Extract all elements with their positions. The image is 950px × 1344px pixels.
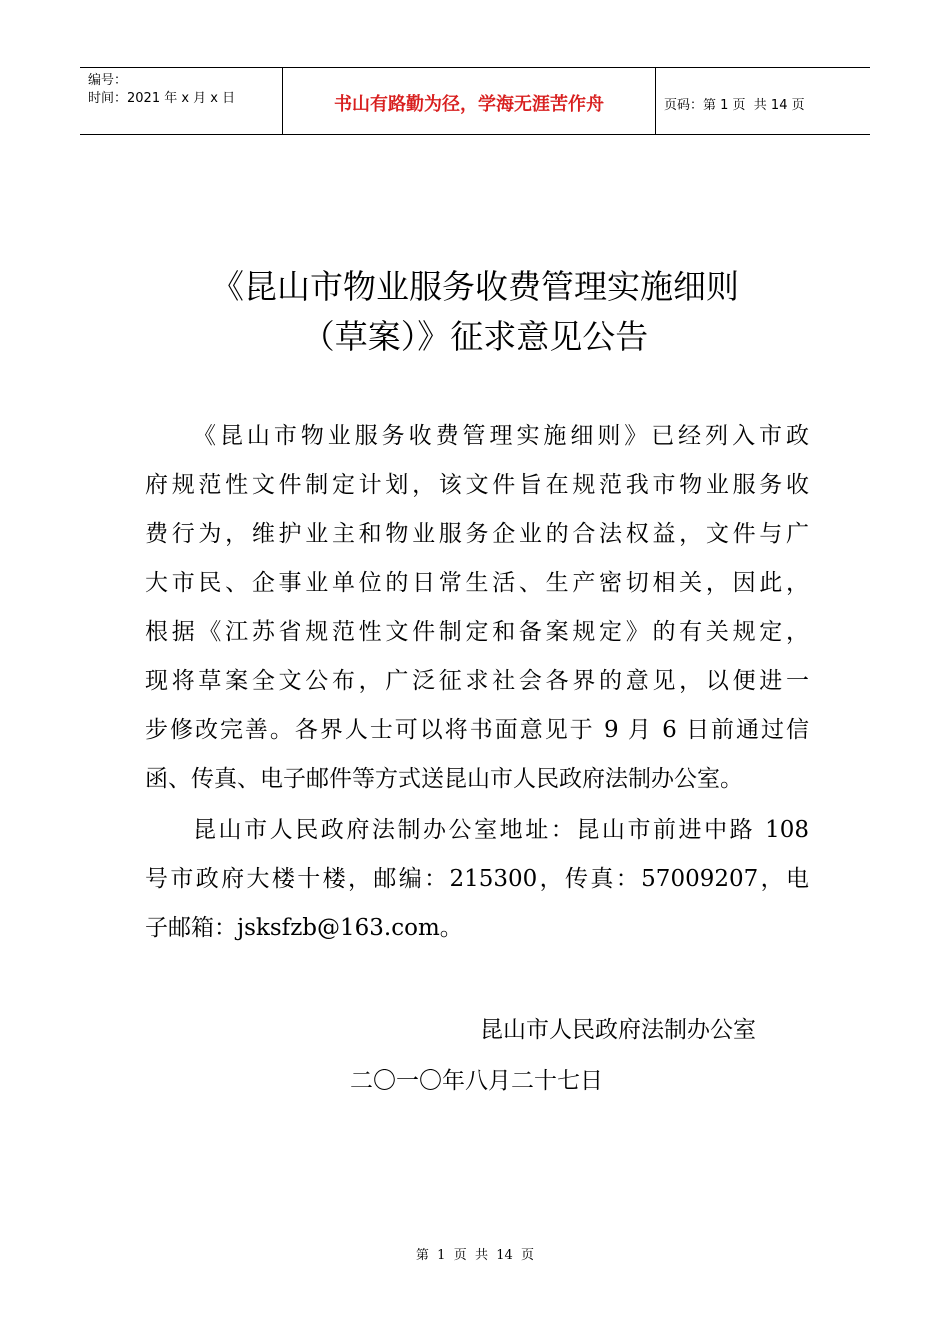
paragraph-line: 函、传真、电子邮件等方式送昆山市人民政府法制办公室。 (145, 766, 743, 792)
paragraph-line: 子邮箱：jsksfzb@163.com。 (145, 915, 463, 941)
number-label: 编号： (88, 73, 128, 88)
paragraph-line: 大市民、企事业单位的日常生活、生产密切相关，因此， (145, 570, 809, 596)
paragraph-line: 根据《江苏省规范性文件制定和备案规定》的有关规定， (145, 619, 809, 645)
title-line-2: （草案）》征求意见公告 (301, 317, 649, 356)
document-header (80, 67, 870, 135)
title-line-1: 《昆山市物业服务收费管理实施细则 (211, 267, 739, 306)
motto-text: 书山有路勤为径，学海无涯苦作舟 (334, 94, 604, 115)
signature-date: 二〇一〇年八月二十七日 (350, 1068, 603, 1094)
paragraph-line: 费行为，维护业主和物业服务企业的合法权益，文件与广 (145, 521, 809, 547)
signature-organization: 昆山市人民政府法制办公室 (480, 1017, 756, 1043)
page-footer (0, 1246, 950, 1266)
header-meta (80, 68, 282, 134)
header-motto (282, 68, 656, 134)
paragraph-line: 现将草案全文公布，广泛征求社会各界的意见，以便进一 (145, 668, 809, 694)
paragraph-1 (145, 412, 809, 804)
footer-page-number: 第 1 页 共 14 页 (415, 1248, 535, 1263)
document-title (145, 262, 805, 362)
time-label: 时间：2021 年 x 月 x 日 (88, 91, 236, 106)
paragraph-line: 昆山市人民政府法制办公室地址：昆山市前进中路 108 (193, 817, 809, 843)
paragraph-line: 《昆山市物业服务收费管理实施细则》已经列入市政 (193, 423, 809, 449)
paragraph-line: 步修改完善。各界人士可以将书面意见于 9 月 6 日前通过信 (145, 717, 809, 743)
paragraph-line: 府规范性文件制定计划，该文件旨在规范我市物业服务收 (145, 472, 809, 498)
paragraph-line: 号市政府大楼十楼，邮编：215300，传真：57009207，电 (145, 866, 809, 892)
page-info-text: 页码：第 1 页 共 14 页 (664, 97, 805, 113)
header-page-info (656, 68, 870, 134)
paragraph-2 (145, 806, 809, 953)
